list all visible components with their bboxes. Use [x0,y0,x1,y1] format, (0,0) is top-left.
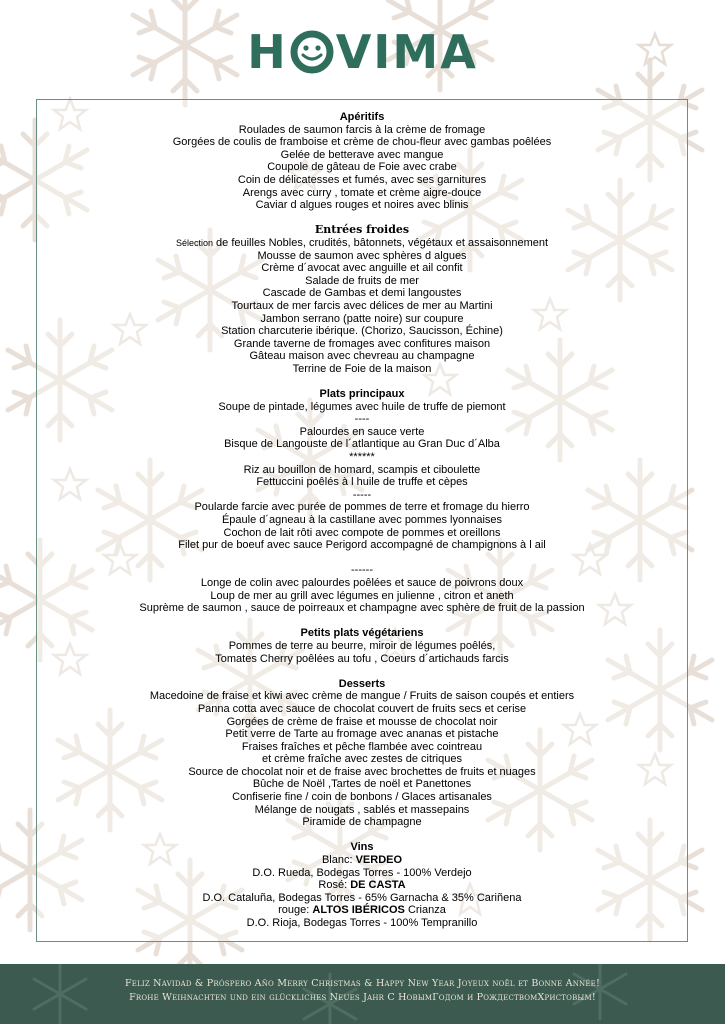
menu-item: Coin de délicatesses et fumés, avec ses garnitures [237,173,487,186]
menu-item: Fraises fraîches et pêche flambée avec cointreau [241,740,483,753]
wine-suffix: Crianza [404,904,446,917]
section-vegetarien [36,627,688,665]
wine-name: ALTOS IBÉRICOS [312,904,405,917]
footer-greeting-line-1: Feliz Navidad & Próspero Año Merry Christmas & Happy New Year Joyeux noël et Bonne Année! [124,978,601,989]
menu-item: Soupe de pintade, légumes avec huile de truffe de piemont [218,400,506,413]
section-plats [36,388,688,615]
menu-item: Petit verre de Tarte au fromage avec ananas et pistache [225,728,499,741]
menu-item: Roulades de saumon farcis à la crème de fromage [238,123,486,136]
menu-item: Gorgées de coulis de framboise et crème de chou-fleur avec gambas poêlées [172,136,552,149]
wine-name: DE CASTA [350,879,406,892]
wine-rouge [36,904,688,917]
menu-item: Fettuccini poêlés à l huile de truffe et cèpes [256,476,468,489]
wine-label: Blanc: [321,854,356,867]
menu-item: et crème fraîche avec zestes de citriques [262,753,462,766]
menu-item: Filet pur de boeuf avec sauce Perigord accompagné de champignons à l ail [178,539,546,552]
menu-item [36,237,688,250]
section-vins [36,841,688,929]
menu-item: Macedoine de fraise et kiwi avec crème de mangue / Fruits de saison coupés et entiers [149,690,575,703]
menu-item: Tomates Cherry poêlées au tofu , Coeurs d´artichauds farcis [215,652,509,665]
menu-item: Gelée de betterave avec mangue [280,148,444,161]
menu-item: Gâteau maison avec chevreau au champagne [249,350,475,363]
menu-separator: ****** [349,451,375,464]
footer-greeting-line-2: Frohe Weihnachten und ein glückliches Neues Jahr С НовымГодом и РождествомХристовым! [129,992,596,1003]
wine-label: rouge: [278,904,313,917]
section-title: Vins [350,841,374,854]
menu-item: Longe de colin avec palourdes poêlées et sauce de poivrons doux [200,576,524,589]
wine-rose [36,879,688,892]
section-entrees [36,224,688,375]
menu-item: Station charcuterie ibérique. (Chorizo, Saucisson, Échine) [221,325,503,338]
menu-item: Tourtaux de mer farcis avec délices de mer au Martini [231,299,493,312]
menu-item: Gorgées de crème de fraise et mousse de chocolat noir [226,715,498,728]
wine-name: VERDEO [355,854,403,867]
menu-item-rest: de feuilles Nobles, crudités, bâtonnets, végétaux et assaisonnement [212,236,549,249]
logo-text-right: VIMA [335,25,478,79]
menu-item: Panna cotta avec sauce de chocolat couvert de fruits secs et cerise [197,702,527,715]
section-title: Petits plats végétariens [300,627,424,640]
wine-description: D.O. Cataluña, Bodegas Torres - 65% Garnacha & 35% Cariñena [202,891,522,904]
menu-item: Caviar d algues rouges et noires avec blinis [255,199,469,212]
menu-item: Mousse de saumon avec sphères d algues [257,249,467,262]
menu-item: Source de chocolat noir et de fraise avec brochettes de fruits et nuages [188,765,536,778]
menu-item: Grande taverne de fromages avec confitures maison [233,337,491,350]
wine-blanc [36,854,688,867]
menu-item: Confiserie fine / coin de bonbons / Glaces artisanales [232,791,492,804]
menu-item: Bûche de Noël ,Tartes de noël et Panettones [252,778,472,791]
menu-item: Bisque de Langouste de l´atlantique au Gran Duc d´Alba [224,438,500,451]
menu-item: Mélange de nougats , sablés et massepains [254,803,470,816]
section-desserts [36,678,688,829]
menu-item: Palourdes en sauce verte [299,425,425,438]
menu-item: Crème d´avocat avec anguille et ail confit [261,262,463,275]
menu-separator: ---- [354,413,370,426]
menu-item: Pommes de terre au beurre, miroir de légumes poêlés, [228,639,496,652]
menu-item: Suprème de saumon , sauce de poirreaux et champagne avec sphère de fruit de la passion [139,602,585,615]
logo-text-left: H [247,25,288,79]
brand-logo [0,24,725,80]
menu-item: Salade de fruits de mer [305,274,419,287]
wine-description: D.O. Rueda, Bodegas Torres - 100% Verdejo [252,866,472,879]
menu-separator: ----- [352,488,372,501]
menu-item: Jambon serrano (patte noire) sur coupure [260,312,464,325]
wine-description: D.O. Rioja, Bodegas Torres - 100% Tempranillo [246,917,478,929]
wine-label: Rosé: [318,879,351,892]
section-title: Entrées froides [314,223,410,237]
menu-content [36,111,688,930]
section-title: Plats principaux [319,388,405,401]
menu-item: Coupole de gâteau de Foie avec crabe [267,161,457,174]
smiley-icon [290,30,334,74]
menu-item: Cochon de lait rôti avec compote de pommes et oreillons [223,526,501,539]
menu-item: Terrine de Foie de la maison [292,362,432,375]
menu-item: Arengs avec curry , tomate et crème aigre-douce [242,186,482,199]
section-aperitifs [36,111,688,212]
menu-item: Riz au bouillon de homard, scampis et ciboulette [243,463,481,476]
section-title: Apéritifs [339,111,385,123]
menu-separator: ------ [351,564,373,577]
section-title: Desserts [338,677,386,690]
menu-item: Loup de mer au grill avec légumes en julienne , citron et aneth [210,589,514,602]
menu-item-prefix: Sélection [175,237,213,248]
menu-item: Cascade de Gambas et demi langoustes [262,287,462,300]
menu-item: Épaule d´agneau à la castillane avec pommes lyonnaises [221,514,503,526]
greetings-footer [0,964,725,1024]
menu-item: Poularde farcie avec purée de pommes de terre et fromage du hierro [194,501,530,514]
menu-item: Piramide de champagne [302,816,422,829]
